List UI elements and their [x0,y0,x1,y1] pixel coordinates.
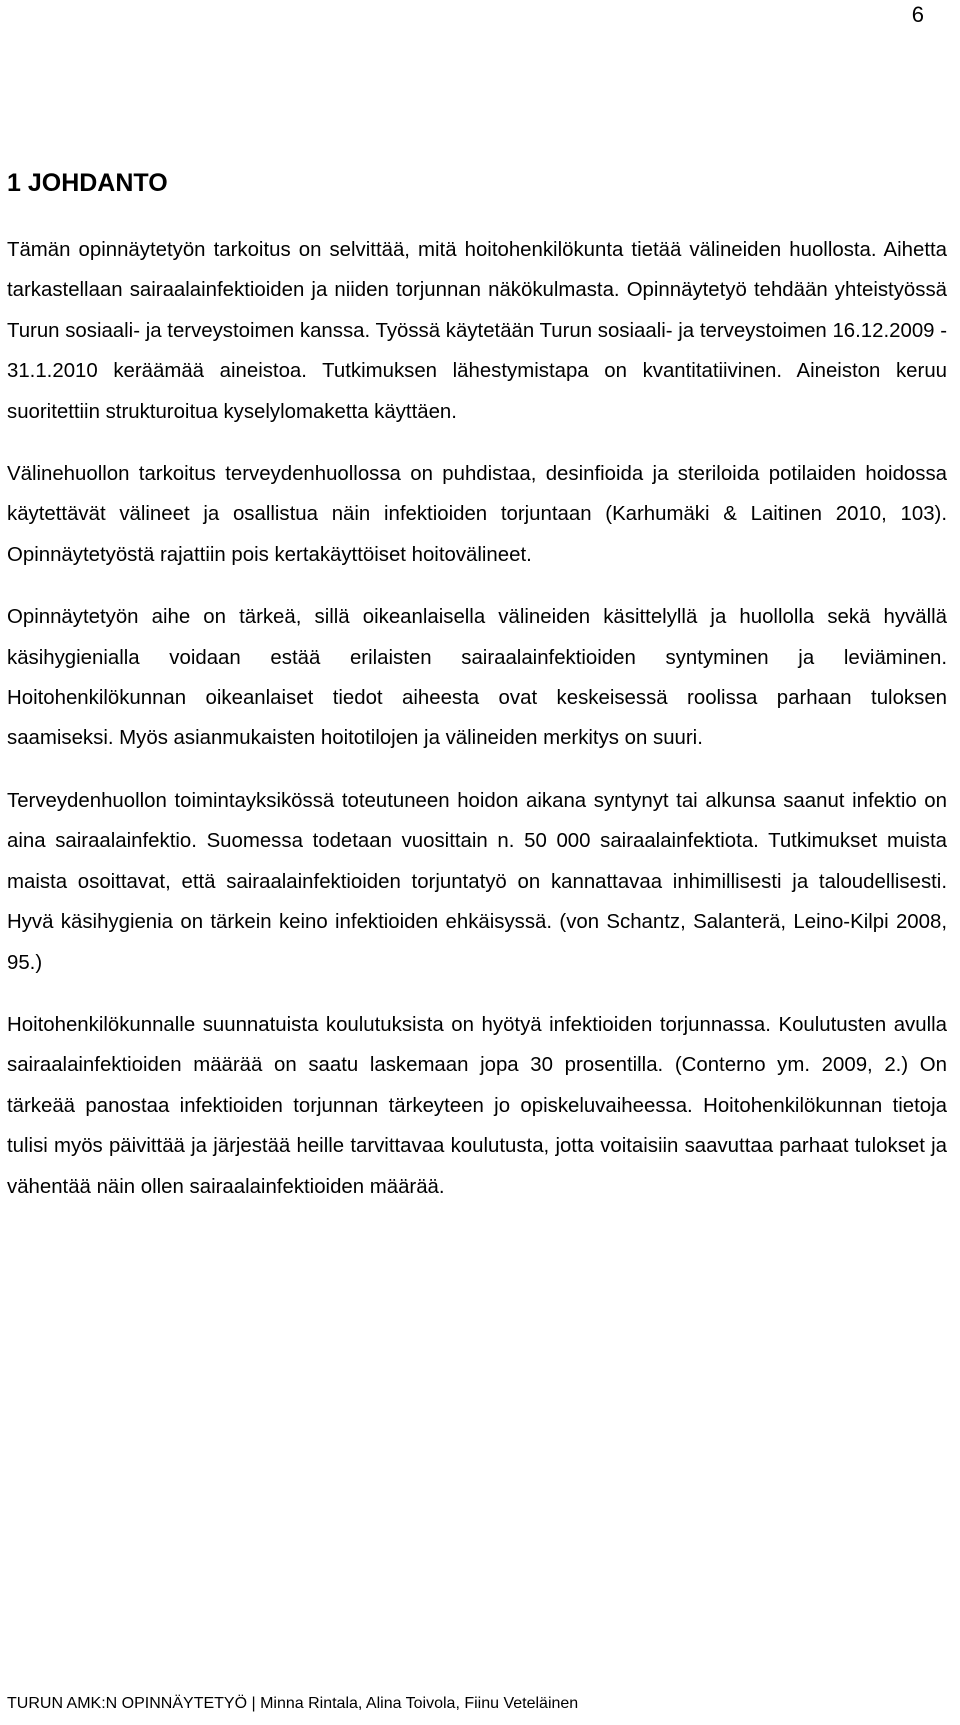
paragraph-hospital-infections: Terveydenhuollon toimintayksikössä toteutuneen hoidon aikana syntynyt tai alkunsa saanut infektio on aina sairaalainfektio. Suomessa todetaan vuosittain n. 50 000 sairaalainfektiota. Tutkimukset muista maista osoittavat, että sairaalainfektioiden torjuntatyö on kannattavaa inhimillisesti ja taloudellisesti. Hyvä käsihygienia on tärkein keino infektioiden ehkäisyssä. (von Schantz, Salanterä, Leino-Kilpi 2008, 95.) [7,789,947,974]
page-number: 6 [911,2,924,27]
paragraph-importance: Opinnäytetyön aihe on tärkeä, sillä oikeanlaisella välineiden käsittelyllä ja huollolla sekä hyvällä käsihygienialla voidaan estää erilaisten sairaalainfektioiden syntyminen ja leviäminen. Hoitohenkilökunnan oikeanlaiset tiedot aiheesta ovat keskeisessä roolissa parhaan tuloksen saamiseksi. Myös asianmukaisten hoitotilojen ja välineiden merkitys on suuri. [7,606,947,750]
page-footer: TURUN AMK:N OPINNÄYTETYÖ | Minna Rintala, Alina Toivola, Fiinu Veteläinen [7,1695,579,1712]
body-text [7,230,947,1229]
chapter-heading: 1 JOHDANTO [7,169,168,197]
paragraph-training: Hoitohenkilökunnalle suunnatuista koulutuksista on hyötyä infektioiden torjunnassa. Koulutusten avulla sairaalainfektioiden määrää on saatu laskemaan jopa 30 prosentilla. (Conterno ym. 2009, 2.) On tärkeää panostaa infektioiden torjunnan tärkeyteen jo opiskeluvaiheessa. Hoitohenkilökunnan tietoja tulisi myös päivittää ja järjestää heille tarvittavaa koulutusta, jotta voitaisiin saavuttaa parhaat tulokset ja vähentää näin ollen sairaalainfektioiden määrää. [7,1013,947,1198]
paragraph-purpose: Tämän opinnäytetyön tarkoitus on selvittää, mitä hoitohenkilökunta tietää välineiden huollosta. Aihetta tarkastellaan sairaalainfektioiden ja niiden torjunnan näkökulmasta. Opinnäytetyö tehdään yhteistyössä Turun sosiaali- ja terveystoimen kanssa. Työssä käytetään Turun sosiaali- ja terveystoimen 16.12.2009 - 31.1.2010 keräämää aineistoa. Tutkimuksen lähestymistapa on kvantitatiivinen. Aineiston keruu suoritettiin strukturoitua kyselylomaketta käyttäen. [7,239,947,423]
paragraph-instrument-care: Välinehuollon tarkoitus terveydenhuollossa on puhdistaa, desinfioida ja steriloida potilaiden hoidossa käytettävät välineet ja osallistua näin infektioiden torjuntaan (Karhumäki & Laitinen 2010, 103). Opinnäytetyöstä rajattiin pois kertakäyttöiset hoitovälineet. [7,463,947,566]
